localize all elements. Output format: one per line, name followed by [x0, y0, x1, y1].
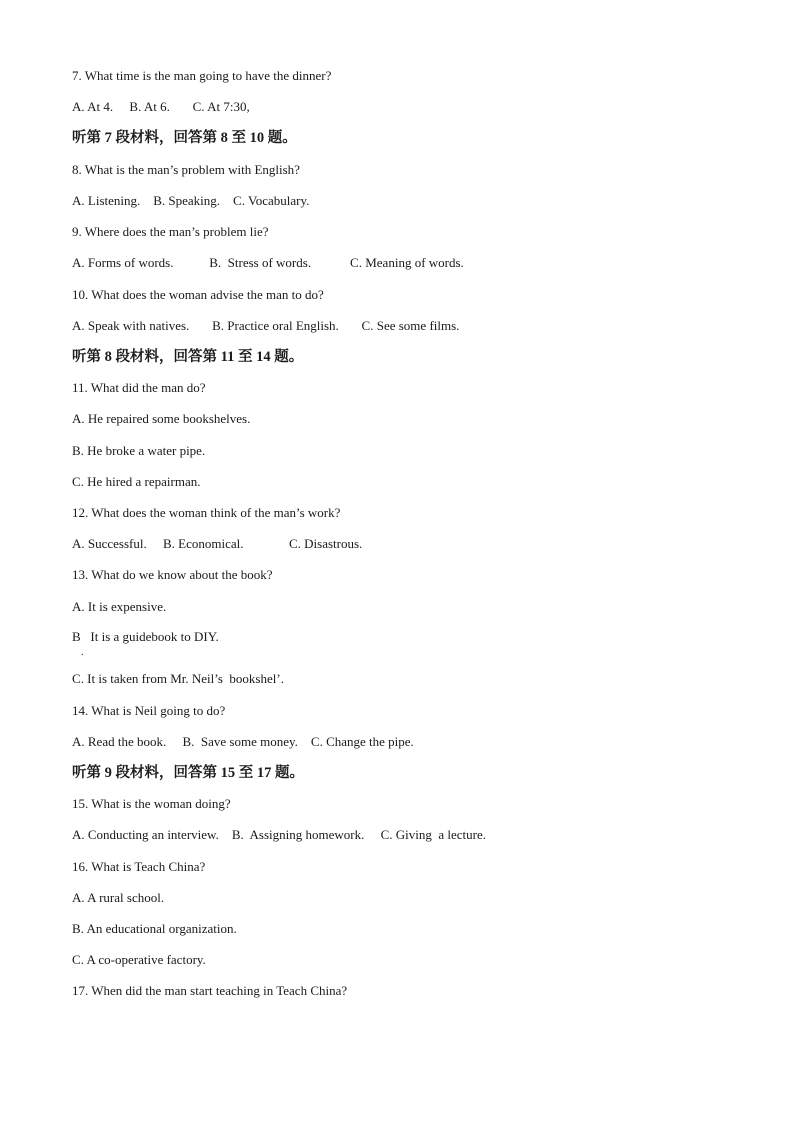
- option-11-a: A. He repaired some bookshelves.: [72, 411, 251, 426]
- question-7: 7. What time is the man going to have the dinner?: [72, 68, 332, 83]
- question-10: 10. What does the woman advise the man to do?: [72, 287, 324, 302]
- options-14: A. Read the book. B. Save some money. C. Change the pipe.: [72, 734, 414, 749]
- options-10: A. Speak with natives. B. Practice oral English. C. See some films.: [72, 318, 460, 333]
- option-16-c: C. A co-operative factory.: [72, 952, 206, 967]
- question-13: 13. What do we know about the book?: [72, 567, 273, 582]
- question-9: 9. Where does the man’s problem lie?: [72, 224, 269, 239]
- options-12: A. Successful. B. Economical. C. Disastrous.: [72, 536, 363, 551]
- section-heading-7: 听第 7 段材料，回答第 8 至 10 题。: [72, 130, 297, 146]
- question-16: 16. What is Teach China?: [72, 859, 206, 874]
- option-11-b: B. He broke a water pipe.: [72, 443, 206, 458]
- options-15: A. Conducting an interview. B. Assigning homework. C. Giving a lecture.: [72, 827, 487, 842]
- question-12: 12. What does the woman think of the man’s work?: [72, 505, 341, 520]
- option-16-a: A. A rural school.: [72, 890, 165, 905]
- options-8: A. Listening. B. Speaking. C. Vocabulary.: [72, 193, 310, 208]
- option-11-c: C. He hired a repairman.: [72, 474, 201, 489]
- stray-mark: .: [81, 647, 84, 658]
- options-7: A. At 4. B. At 6. C. At 7:30,: [72, 99, 250, 114]
- option-13-b: B It is a guidebook to DIY.: [72, 629, 219, 644]
- option-13-a: A. It is expensive.: [72, 599, 167, 614]
- section-heading-9: 听第 9 段材料，回答第 15 至 17 题。: [72, 765, 304, 781]
- section-heading-8: 听第 8 段材料，回答第 11 至 14 题。: [72, 349, 304, 365]
- question-14: 14. What is Neil going to do?: [72, 703, 226, 718]
- question-8: 8. What is the man’s problem with English?: [72, 162, 300, 177]
- question-11: 11. What did the man do?: [72, 380, 206, 395]
- question-15: 15. What is the woman doing?: [72, 796, 231, 811]
- option-16-b: B. An educational organization.: [72, 921, 237, 936]
- options-9: A. Forms of words. B. Stress of words. C. Meaning of words.: [72, 255, 464, 270]
- option-13-c: C. It is taken from Mr. Neil’s bookshel’.: [72, 671, 284, 686]
- question-17: 17. When did the man start teaching in Teach China?: [72, 983, 348, 998]
